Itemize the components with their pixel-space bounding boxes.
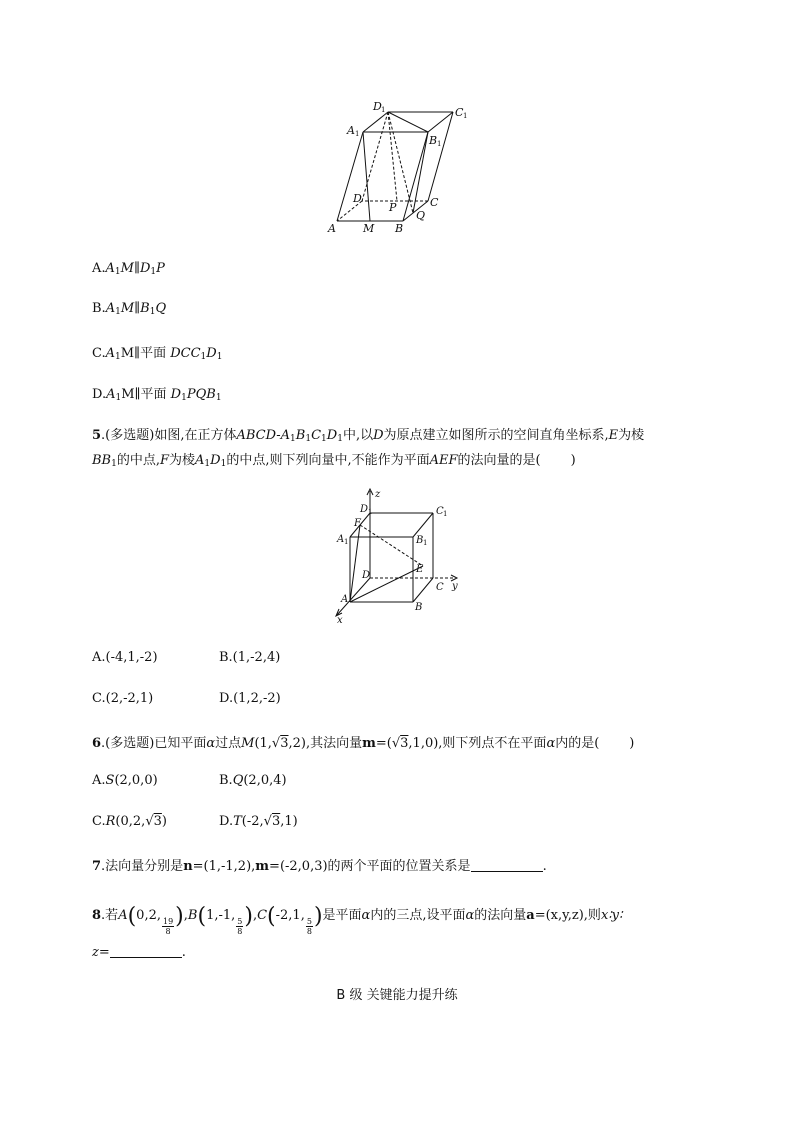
label-d1-sub: 1 bbox=[381, 106, 386, 114]
q5-stem-line2: $BB_1$的中点,F为棱$A_1D_1$的中点,则下列向量中,不能作为平面AEF的法向量的是( ) bbox=[92, 453, 576, 469]
q5-option-d[interactable]: D.(1,2,-2) bbox=[219, 691, 281, 706]
q5-option-b[interactable]: B.(1,-2,4) bbox=[219, 650, 281, 665]
label-d: D bbox=[353, 192, 362, 205]
paren-a: ( bbox=[127, 904, 137, 929]
label-b1: B bbox=[429, 134, 438, 147]
label-a1: A bbox=[337, 534, 345, 545]
label-y: y bbox=[452, 581, 458, 592]
q6-option-b[interactable]: B.Q(2,0,4) bbox=[219, 773, 287, 788]
frac-b: $\frac{5}{8}$ bbox=[237, 917, 243, 936]
q6-option-a[interactable]: A.S(2,0,0) bbox=[92, 773, 158, 788]
frac-c: $\frac{5}{8}$ bbox=[306, 917, 312, 936]
frac-a: $\frac{19}{8}$ bbox=[162, 917, 174, 936]
q7-stem: 7.法向量分别是n=(1,-1,2),m=(-2,0,3)的两个平面的位置关系是 . bbox=[92, 859, 547, 874]
q4-option-c[interactable]: $C.A_1M\parallel$平面 $DCC_1D_1$ bbox=[92, 346, 223, 362]
label-d1: D bbox=[360, 504, 369, 515]
q8-stem: 8.若A(0,2, $\frac{19}{8}$ ),B(1,-1, $\frac{5}{8}$ ),C(-2,1, $\frac{5}{8}$ )是平面α内的三点,设平面α的法向量a=(x,y,z),则x∶y∶ bbox=[92, 904, 623, 936]
label-b: B bbox=[395, 222, 404, 235]
label-c1-sub: 1 bbox=[463, 112, 468, 120]
q5-option-c[interactable]: C.(2,-2,1) bbox=[92, 691, 154, 706]
q4-option-a[interactable]: $A.A_1M\parallel D_1P$ bbox=[92, 261, 165, 277]
q8-answer-blank[interactable] bbox=[110, 957, 182, 958]
label-m: M bbox=[363, 222, 375, 235]
label-a: A bbox=[328, 222, 336, 235]
label-e: E bbox=[416, 564, 424, 575]
label-z: z bbox=[375, 489, 381, 500]
paren-c: ( bbox=[267, 904, 276, 929]
paren-b: ( bbox=[197, 904, 207, 929]
label-c1: C bbox=[436, 506, 444, 517]
figure-parallelepiped bbox=[325, 98, 495, 238]
label-a: A bbox=[341, 594, 349, 605]
q4-option-d[interactable]: $D.A_1M\parallel$平面 $D_1PQB_1$ bbox=[92, 387, 222, 403]
label-b: B bbox=[415, 602, 423, 613]
label-c: C bbox=[430, 196, 439, 209]
section-heading: B 级 关键能力提升练 bbox=[336, 988, 458, 1003]
label-a1-sub: 1 bbox=[355, 130, 360, 138]
q5-option-a[interactable]: A.(-4,1,-2) bbox=[92, 650, 158, 665]
label-f: F bbox=[354, 518, 361, 529]
q8-stem-line2: z= . bbox=[92, 945, 186, 960]
label-b1-sub: 1 bbox=[423, 539, 428, 547]
label-b1: B bbox=[416, 535, 424, 546]
label-x: x bbox=[337, 615, 343, 625]
label-c1: C bbox=[455, 106, 464, 119]
figure-cube-axes bbox=[333, 485, 468, 625]
label-d1: D bbox=[373, 100, 382, 113]
label-c: C bbox=[436, 582, 444, 593]
q6-option-d[interactable]: D.T(-2,√3,1) bbox=[219, 814, 298, 829]
label-d: D bbox=[362, 570, 371, 581]
q4-option-b[interactable]: $B.A_1M\parallel B_1Q$ bbox=[92, 301, 167, 317]
label-c1-sub: 1 bbox=[443, 510, 448, 518]
label-d1-sub: 1 bbox=[368, 508, 373, 516]
label-a1: A bbox=[347, 124, 355, 137]
q6-option-c[interactable]: C.R(0,2,√3) bbox=[92, 814, 167, 829]
label-p: P bbox=[389, 201, 397, 214]
label-b1-sub: 1 bbox=[437, 140, 442, 148]
q5-stem-line1: 5.(多选题)如图,在正方体ABCD-$A_1B_1C_1D_1$中,以D为原点建立如图所示的空间直角坐标系,E为棱 bbox=[92, 428, 645, 444]
label-q: Q bbox=[416, 209, 426, 222]
q6-stem: 6.(多选题)已知平面α过点M(1,√3,2),其法向量m=(√3,1,0),则下列点不在平面α内的是( ) bbox=[92, 736, 635, 751]
label-a1-sub: 1 bbox=[344, 538, 349, 546]
q7-answer-blank[interactable] bbox=[471, 871, 543, 872]
